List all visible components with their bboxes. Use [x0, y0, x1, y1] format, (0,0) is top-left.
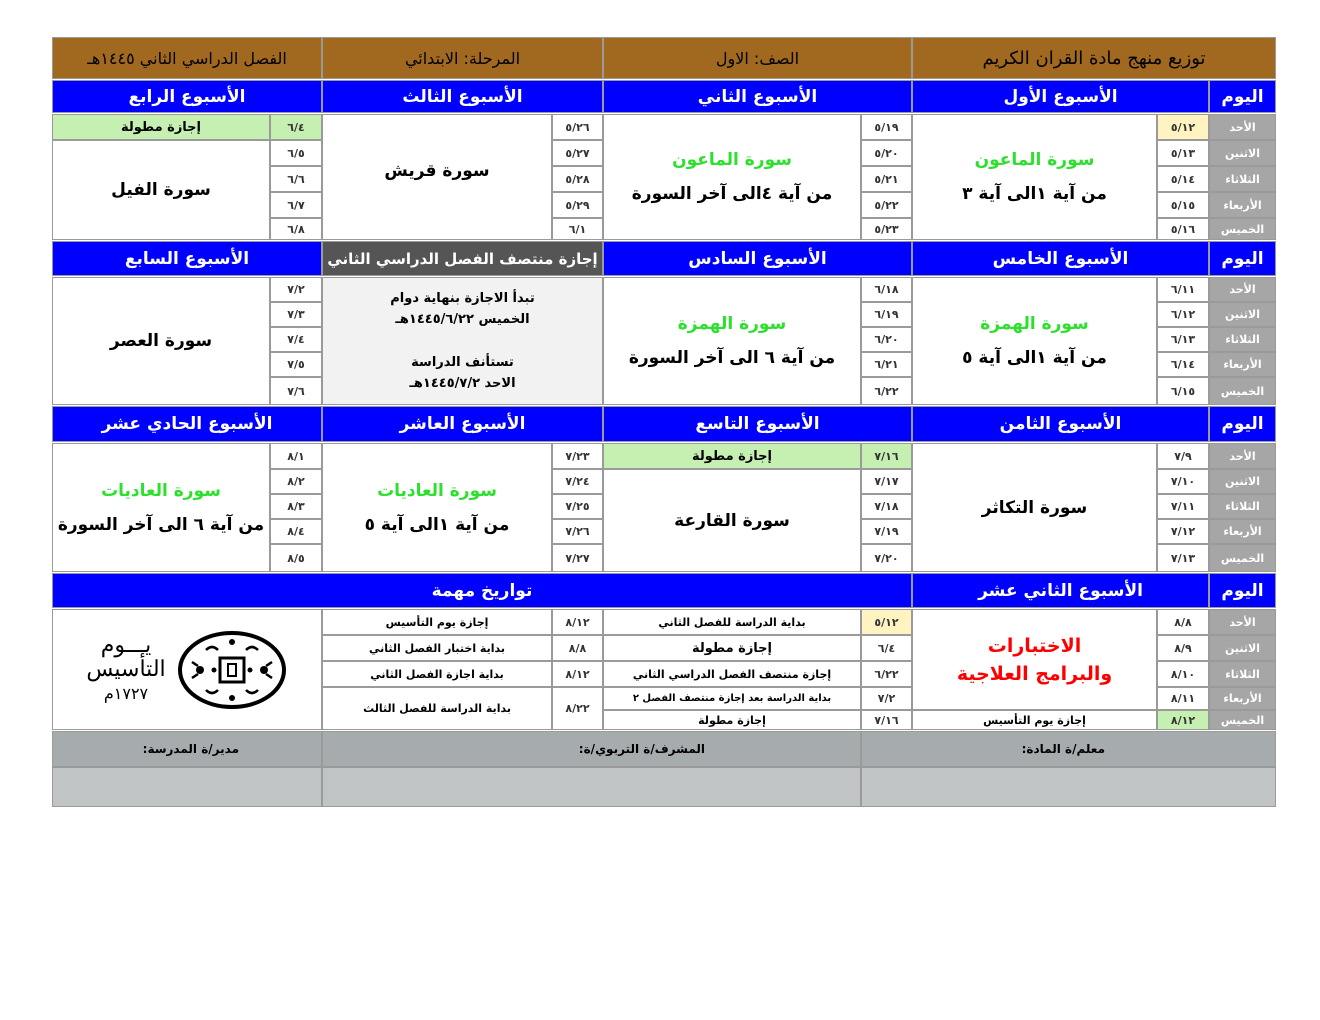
date-cell	[861, 327, 912, 352]
date-text: ٦/١١	[1170, 283, 1196, 296]
date-cell	[270, 519, 322, 544]
date-cell	[270, 377, 322, 405]
date-text: ٧/٢٥	[565, 500, 590, 513]
logo-group	[86, 630, 287, 710]
day-name	[1209, 661, 1276, 687]
day-name-text: الثلاثاء	[1225, 500, 1260, 513]
week-content	[603, 469, 861, 572]
date-text: ٥/١٤	[1170, 172, 1196, 186]
event-cell	[603, 687, 861, 710]
date-cell	[270, 277, 322, 302]
date-text: ٦/٢١	[874, 358, 899, 371]
exams-cell	[912, 609, 1157, 710]
date-text: ٧/١٦	[874, 713, 899, 727]
date-text: ٨/٣	[287, 500, 305, 513]
date-cell	[552, 609, 603, 635]
date-text: ٨/٥	[287, 551, 305, 565]
date-cell	[552, 544, 603, 572]
week-content	[912, 443, 1157, 572]
date-text: ٧/٤	[287, 333, 305, 346]
day-name	[1209, 140, 1276, 166]
date-cell	[270, 494, 322, 519]
date-text: ٨/٨	[1174, 615, 1192, 629]
date-cell	[861, 377, 912, 405]
day-name	[1209, 192, 1276, 218]
week-title: الأسبوع الثاني	[697, 86, 818, 107]
day-name-text: الخميس	[1220, 713, 1265, 727]
event-text: بداية اختبار الفصل الثاني	[369, 641, 505, 655]
day-name	[1209, 114, 1276, 140]
week-content	[322, 114, 552, 240]
date-cell	[861, 140, 912, 166]
date-text: ٧/١٣	[1170, 551, 1196, 565]
curriculum-sheet	[52, 37, 1276, 807]
day-name-text: الاثنين	[1225, 308, 1260, 321]
logo-word: التأسيس	[86, 656, 166, 682]
day-name	[1209, 469, 1276, 494]
date-text: ٦/١٣	[1170, 333, 1196, 346]
day-header	[1209, 80, 1276, 113]
surah-name: سورة الماعون	[974, 150, 1095, 170]
week-header-3	[322, 80, 603, 113]
day-name	[1209, 377, 1276, 405]
sheet-title-text: توزيع منهج مادة القران الكريم	[982, 47, 1206, 69]
foundation-day-logo	[52, 609, 322, 730]
important-dates-header	[52, 573, 912, 608]
date-text: ٥/٢٣	[874, 222, 899, 236]
date-cell	[552, 519, 603, 544]
date-text: ٦/١٥	[1170, 384, 1196, 398]
date-cell	[1157, 609, 1209, 635]
date-text: ٦/١	[568, 222, 587, 236]
week-header-10	[322, 406, 603, 442]
day-name	[1209, 277, 1276, 302]
date-text: ٧/٢٧	[565, 551, 590, 565]
principal-signature-field[interactable]	[52, 767, 322, 807]
day-name	[1209, 166, 1276, 192]
date-text: ٦/٢٠	[874, 333, 899, 346]
date-cell	[1157, 377, 1209, 405]
date-cell	[552, 635, 603, 661]
date-cell	[861, 609, 912, 635]
date-cell	[1157, 494, 1209, 519]
foundation-day-text: إجازة يوم التأسيس	[983, 713, 1086, 727]
date-cell	[861, 494, 912, 519]
grade-label	[603, 37, 912, 79]
date-cell	[1157, 519, 1209, 544]
week-title: الأسبوع الثاني عشر	[978, 580, 1143, 601]
date-cell	[1157, 687, 1209, 710]
principal-label-text: مدير/ة المدرسة:	[142, 742, 239, 756]
date-text: ٨/١٢	[565, 667, 590, 681]
day-header-text: اليوم	[1221, 86, 1264, 107]
week-content	[603, 277, 861, 405]
midterm-line: تستأنف الدراسة	[411, 355, 514, 370]
date-cell	[552, 166, 603, 192]
midterm-header	[322, 241, 603, 276]
date-text: ٧/٢	[877, 692, 896, 705]
date-text: ٨/١٢	[565, 615, 590, 629]
date-text: ٧/٢٣	[565, 449, 590, 463]
date-text: ٦/٤	[877, 641, 896, 655]
day-name-text: الاثنين	[1225, 146, 1260, 160]
day-name	[1209, 519, 1276, 544]
supervisor-signature-field[interactable]	[322, 767, 861, 807]
date-text: ٦/١٢	[1170, 308, 1196, 321]
day-name-text: الثلاثاء	[1225, 333, 1260, 346]
day-name-text: الأربعاء	[1223, 358, 1262, 371]
event-text: إجازة مطولة	[698, 713, 766, 727]
date-cell	[1157, 443, 1209, 469]
date-cell	[270, 302, 322, 327]
event-cell	[603, 710, 861, 730]
date-cell	[861, 710, 912, 730]
date-cell	[270, 140, 322, 166]
ayah-range: من آية ١الى آية ٥	[364, 514, 510, 535]
date-text: ٧/٣	[287, 308, 305, 321]
week-header-12	[912, 573, 1209, 608]
date-text: ٥/٢١	[874, 172, 899, 186]
logo-year: ١٧٢٧م	[103, 683, 149, 703]
surah-name: سورة العاديات	[377, 480, 497, 501]
day-name	[1209, 443, 1276, 469]
holiday-cell	[52, 114, 270, 140]
week-title: الأسبوع السابع	[124, 248, 250, 269]
day-name-text: الاثنين	[1225, 475, 1260, 488]
date-cell	[270, 469, 322, 494]
midterm-info	[322, 277, 603, 405]
date-cell	[861, 661, 912, 687]
week-content	[322, 443, 552, 572]
event-text: إجازة يوم التأسيس	[385, 615, 489, 629]
date-text: ٦/١٨	[874, 283, 899, 296]
surah-name: سورة العصر	[109, 331, 213, 351]
date-text: ٧/٥	[287, 358, 305, 371]
date-text: ٧/٩	[1174, 449, 1192, 463]
sheet-title	[912, 37, 1276, 79]
event-cell	[603, 635, 861, 661]
day-name-text: الأحد	[1229, 120, 1256, 134]
week-content	[912, 277, 1157, 405]
date-text: ٦/٦	[287, 172, 305, 186]
day-name	[1209, 609, 1276, 635]
day-header	[1209, 573, 1276, 608]
week-title: الأسبوع الأول	[1003, 86, 1118, 107]
date-cell	[552, 218, 603, 240]
surah-name: سورة التكاثر	[981, 497, 1088, 518]
date-text: ٦/٥	[287, 146, 305, 160]
date-cell	[270, 166, 322, 192]
date-text: ٧/٢٤	[565, 475, 590, 488]
day-name	[1209, 218, 1276, 240]
date-cell	[1157, 352, 1209, 377]
week-title: الأسبوع السادس	[688, 248, 827, 269]
week-title: الأسبوع الخامس	[992, 248, 1129, 269]
date-text: ٦/٧	[287, 198, 305, 212]
date-cell	[1157, 327, 1209, 352]
date-text: ٥/٢٠	[874, 146, 899, 160]
midterm-line: تبدأ الاجازة بنهاية دوام	[390, 291, 535, 306]
seal-icon	[176, 630, 288, 710]
event-text: بداية اجازة الفصل الثاني	[370, 667, 504, 681]
supervisor-label-text: المشرف/ة التربوي/ة:	[578, 742, 705, 756]
foundation-day-cell	[912, 710, 1157, 730]
date-text: ٧/١٩	[874, 525, 899, 538]
midterm-line: الاحد ١٤٤٥/٧/٢هـ	[409, 376, 516, 391]
date-text: ٦/٨	[287, 222, 305, 236]
date-text: ٨/٢	[287, 475, 305, 488]
date-cell	[270, 327, 322, 352]
date-cell	[552, 443, 603, 469]
midterm-title: إجازة منتصف الفصل الدراسي الثاني	[327, 249, 598, 268]
day-name-text: الأحد	[1229, 283, 1256, 296]
date-cell	[861, 218, 912, 240]
date-cell	[861, 302, 912, 327]
event-cell	[603, 661, 861, 687]
date-cell	[1157, 302, 1209, 327]
date-text: ٦/٤	[287, 120, 305, 134]
date-cell	[552, 469, 603, 494]
holiday-text: إجازة مطولة	[691, 448, 773, 464]
ayah-range: من آية ١الى آية ٣	[962, 184, 1107, 204]
date-cell	[270, 544, 322, 572]
week-title: الأسبوع العاشر	[399, 414, 526, 434]
date-cell	[270, 352, 322, 377]
grade-text: الصف: الاول	[715, 48, 800, 68]
date-text: ٧/٦	[287, 384, 305, 398]
week-header-9	[603, 406, 912, 442]
date-cell	[861, 192, 912, 218]
ayah-range: من آية ٦ الى آخر السورة	[57, 514, 265, 535]
teacher-signature-field[interactable]	[861, 767, 1276, 807]
date-cell	[861, 443, 912, 469]
week-title: الأسبوع الثالث	[402, 86, 523, 107]
date-text: ٧/١٨	[874, 500, 899, 513]
date-text: ٧/١٠	[1170, 475, 1196, 488]
principal-signature-label	[52, 731, 322, 767]
date-text: ٧/١٢	[1170, 525, 1196, 538]
holiday-text: إجازة مطولة	[120, 119, 202, 135]
date-text: ٥/٢٦	[565, 120, 590, 134]
day-name-text: الاثنين	[1225, 641, 1260, 655]
date-cell	[1157, 277, 1209, 302]
date-cell	[1157, 661, 1209, 687]
date-text: ٥/٢٢	[874, 198, 899, 212]
date-text: ٦/٢٢	[874, 384, 899, 398]
exams-text: الاختبارات	[987, 634, 1082, 657]
date-text: ٥/٢٩	[565, 198, 590, 212]
event-text: إجازة منتصف الفصل الدراسي الثاني	[632, 667, 832, 681]
date-text: ٦/١٩	[874, 308, 899, 321]
week-title: الأسبوع الحادي عشر	[101, 414, 273, 434]
date-cell	[1157, 635, 1209, 661]
ayah-range: من آية ٦ الى آخر السورة	[628, 348, 836, 368]
day-name-text: الثلاثاء	[1225, 172, 1260, 186]
day-name	[1209, 302, 1276, 327]
date-cell	[552, 140, 603, 166]
important-dates-title: تواريخ مهمة	[431, 580, 533, 601]
week-header-6	[603, 241, 912, 276]
week-header-1	[912, 80, 1209, 113]
date-text: ٨/٢٢	[565, 702, 590, 715]
date-cell	[861, 114, 912, 140]
week-header-7	[52, 241, 322, 276]
date-text: ٥/١٩	[874, 120, 899, 134]
week-content	[52, 277, 270, 405]
day-name	[1209, 494, 1276, 519]
event-cell	[322, 687, 552, 730]
event-text: بداية الدراسة للفصل الثالث	[363, 702, 511, 715]
date-text: ٧/٢٠	[874, 551, 899, 565]
date-text: ٥/١٦	[1170, 222, 1196, 236]
week-title: الأسبوع الرابع	[128, 86, 246, 107]
surah-name: سورة قريش	[384, 161, 490, 181]
date-text: ٥/١٢	[874, 615, 899, 629]
day-name-text: الأربعاء	[1223, 692, 1262, 705]
day-name	[1209, 544, 1276, 572]
event-cell	[322, 661, 552, 687]
date-cell	[552, 661, 603, 687]
week-header-4	[52, 80, 322, 113]
event-text: بداية الدراسة للفصل الثاني	[658, 615, 806, 629]
week-content	[603, 114, 861, 240]
date-cell	[1157, 140, 1209, 166]
day-name-text: الأربعاء	[1223, 525, 1262, 538]
date-text: ٦/٢٢	[874, 667, 899, 681]
date-cell	[1157, 192, 1209, 218]
term-label	[52, 37, 322, 79]
day-header	[1209, 241, 1276, 276]
stage-label	[322, 37, 603, 79]
ayah-range: من آية ٤الى آخر السورة	[631, 184, 833, 204]
midterm-line: الخميس ١٤٤٥/٦/٢٢هـ	[395, 312, 530, 327]
date-text: ٥/٢٧	[565, 146, 590, 160]
teacher-signature-label	[861, 731, 1276, 767]
surah-name: سورة الفيل	[111, 180, 211, 200]
date-text: ٨/٨	[568, 641, 587, 655]
week-content	[52, 140, 270, 240]
date-text: ٨/١٠	[1170, 667, 1196, 681]
date-text: ٨/١٢	[1170, 713, 1196, 727]
event-cell	[322, 635, 552, 661]
event-text: بداية الدراسة بعد إجازة منتصف الفصل ٢	[632, 693, 832, 704]
date-cell	[861, 519, 912, 544]
date-cell	[270, 218, 322, 240]
holiday-cell	[603, 443, 861, 469]
date-text: ٥/١٣	[1170, 146, 1196, 160]
teacher-label-text: معلم/ة المادة:	[1021, 742, 1105, 756]
week-header-11	[52, 406, 322, 442]
date-cell	[552, 687, 603, 730]
date-text: ٦/١٤	[1170, 358, 1196, 371]
date-cell	[861, 166, 912, 192]
surah-name: سورة الماعون	[672, 150, 792, 170]
week-header-5	[912, 241, 1209, 276]
date-cell	[1157, 166, 1209, 192]
week-header-2	[603, 80, 912, 113]
term-text: الفصل الدراسي الثاني ١٤٤٥هـ	[87, 48, 287, 68]
day-name-text: الخميس	[1220, 551, 1265, 565]
surah-name: سورة القارعة	[674, 510, 790, 531]
day-header-text: اليوم	[1221, 580, 1264, 601]
date-text: ٧/١٧	[874, 475, 899, 488]
date-text: ٨/٤	[287, 525, 305, 538]
date-cell	[1157, 710, 1209, 730]
date-text: ٥/٢٨	[565, 172, 590, 186]
logo-text	[86, 634, 165, 706]
date-text: ٨/١١	[1170, 692, 1196, 705]
event-cell	[603, 609, 861, 635]
week-title: الأسبوع التاسع	[695, 414, 820, 434]
date-cell	[861, 469, 912, 494]
day-name-text: الأربعاء	[1223, 198, 1262, 212]
day-name-text: الأحد	[1229, 615, 1256, 629]
date-text: ٧/١١	[1170, 500, 1196, 513]
exams-text: والبرامج العلاجية	[956, 662, 1113, 685]
week-header-8	[912, 406, 1209, 442]
logo-word: يـــوم	[100, 632, 152, 658]
stage-text: المرحلة: الابتدائي	[404, 48, 521, 68]
surah-name: سورة الهمزة	[980, 314, 1089, 334]
date-cell	[270, 192, 322, 218]
date-text: ٨/٩	[1174, 641, 1192, 655]
day-name-text: الخميس	[1220, 222, 1265, 236]
date-cell	[552, 494, 603, 519]
day-name-text: الثلاثاء	[1225, 667, 1260, 681]
date-text: ٥/١٥	[1170, 198, 1196, 212]
day-name-text: الأحد	[1229, 449, 1256, 463]
date-cell	[552, 192, 603, 218]
surah-name: سورة العاديات	[101, 480, 221, 501]
date-cell	[861, 635, 912, 661]
event-text: إجازة مطولة	[691, 640, 773, 656]
week-content	[912, 114, 1157, 240]
supervisor-signature-label	[322, 731, 861, 767]
date-cell	[1157, 218, 1209, 240]
day-name-text: الخميس	[1220, 384, 1265, 398]
date-cell	[552, 114, 603, 140]
date-cell	[1157, 469, 1209, 494]
day-header	[1209, 406, 1276, 442]
date-cell	[861, 277, 912, 302]
day-header-text: اليوم	[1221, 414, 1264, 434]
day-header-text: اليوم	[1221, 248, 1264, 269]
day-name	[1209, 710, 1276, 730]
date-text: ٧/٢	[287, 283, 305, 296]
date-cell	[861, 544, 912, 572]
date-cell	[1157, 544, 1209, 572]
date-text: ٧/٢٦	[565, 525, 590, 538]
week-title: الأسبوع الثامن	[999, 414, 1122, 434]
date-cell	[270, 114, 322, 140]
date-cell	[861, 352, 912, 377]
ayah-range: من آية ١الى آية ٥	[962, 348, 1107, 368]
date-text: ٥/١٢	[1170, 120, 1196, 134]
date-cell	[270, 443, 322, 469]
day-name	[1209, 687, 1276, 710]
date-text: ٨/١	[287, 449, 305, 463]
date-cell	[861, 687, 912, 710]
date-text: ٧/١٦	[874, 449, 899, 463]
week-content	[52, 443, 270, 572]
surah-name: سورة الهمزة	[677, 314, 787, 334]
event-cell	[322, 609, 552, 635]
day-name	[1209, 327, 1276, 352]
day-name	[1209, 352, 1276, 377]
day-name	[1209, 635, 1276, 661]
date-cell	[1157, 114, 1209, 140]
